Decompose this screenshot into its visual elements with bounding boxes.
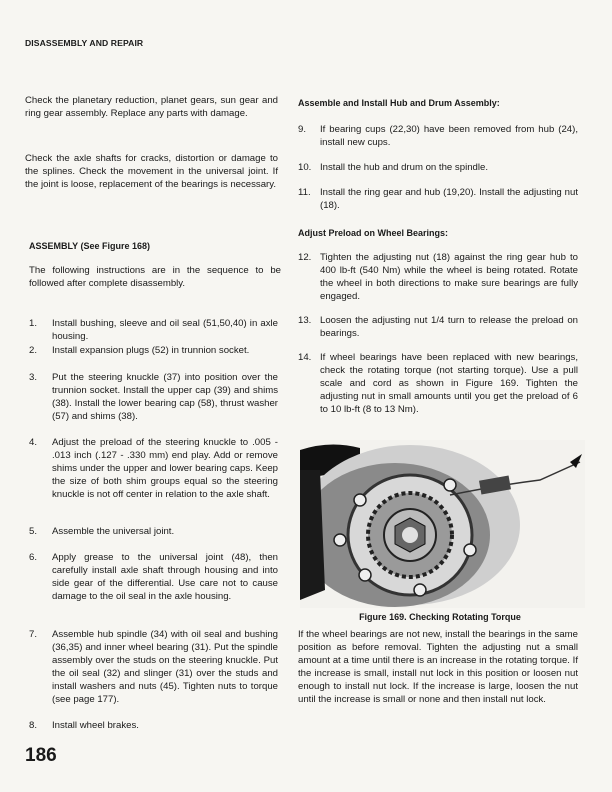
item-number: 1. [29, 318, 38, 329]
preload-heading: Adjust Preload on Wheel Bearings: [298, 228, 449, 238]
list-item [298, 162, 578, 175]
item-number: 14. [298, 352, 312, 363]
page-number: 186 [25, 745, 57, 766]
item-text: Install expansion plugs (52) in trunnion socket. [52, 345, 250, 356]
item-text: Assemble hub spindle (34) with oil seal and bushing (36,35) and inner wheel bearing (31). Put the spindle assembly over the studs on the steering knuckle. Put the oil seal (32) and slinger (31) over the studs and install washers and nuts (45). Tighten nuts to torque (see page 177). [52, 629, 278, 705]
list-item [29, 526, 278, 539]
paragraph-axle-check: Check the axle shafts for cracks, distortion or damage to the splines. Check the movement in the universal joint. If the joint is loose, replacement of the bearings is necessary. [25, 153, 278, 190]
item-text: Install bushing, sleeve and oil seal (51,50,40) in axle housing. [52, 318, 278, 342]
item-text: If bearing cups (22,30) have been removed from hub (24), install new cups. [320, 124, 578, 148]
item-number: 3. [29, 372, 38, 383]
list-item [298, 352, 578, 417]
paragraph-planetary-check: Check the planetary reduction, planet gears, sun gear and ring gear assembly. Replace any parts with damage. [25, 95, 278, 119]
item-text: Install wheel brakes. [52, 720, 139, 731]
list-item [298, 187, 578, 213]
item-number: 6. [29, 552, 38, 563]
figure-caption: Figure 169. Checking Rotating Torque [359, 612, 521, 622]
item-number: 8. [29, 720, 38, 731]
hub-heading: Assemble and Install Hub and Drum Assembly: [298, 98, 500, 108]
item-number: 2. [29, 345, 38, 356]
closing-paragraph: If the wheel bearings are not new, install the bearings in the same position as before removal. Tighten the adjusting nut a small amount at a time until there is an increase in the rotating torque. If the increase is small, install nut lock in this position or loosen nut enough to install nut lock. If the increase is large, loosen the nut until the increase is small or none and then install nut lock. [298, 629, 578, 705]
item-text: Assemble the universal joint. [52, 526, 175, 537]
list-item [298, 252, 578, 304]
section-header: DISASSEMBLY AND REPAIR [25, 38, 144, 48]
item-number: 9. [298, 124, 307, 135]
list-item [298, 315, 578, 341]
item-text: Install the ring gear and hub (19,20). Install the adjusting nut (18). [320, 187, 578, 211]
figure-169-photo [300, 440, 585, 608]
item-text: If wheel bearings have been replaced with new bearings, check the rotating torque (not starting torque). Use a pull scale and cord as shown in Figure 169. Tighten the adjusting nut in small amounts until you get the preload of 6 to 10 lb-ft (8 to 13 Nm). [320, 352, 578, 415]
item-number: 11. [298, 187, 311, 198]
item-number: 10. [298, 162, 312, 173]
item-number: 13. [298, 315, 312, 326]
item-text: Adjust the preload of the steering knuckle to .005 - .013 inch (.127 - .330 mm) end play. Add or remove shims under the upper and lower bearing caps. Keep the size of both shim groups equal so the steering knuckle is not off center in relation to the axle shaft. [52, 437, 278, 500]
item-number: 12. [298, 252, 312, 263]
item-number: 4. [29, 437, 38, 448]
list-item [29, 318, 278, 344]
assembly-intro: The following instructions are in the sequence to be followed after complete disassembly. [29, 265, 281, 289]
list-item [29, 720, 278, 733]
item-text: Put the steering knuckle (37) into position over the trunnion socket. Install the upper cap (39) and shims (38). Install the lower bearing cap (58), thrust washer (57) and shims (38). [52, 372, 278, 422]
list-item [29, 437, 278, 502]
list-item [29, 629, 278, 706]
list-item [29, 552, 278, 604]
assembly-heading: ASSEMBLY (See Figure 168) [29, 241, 151, 251]
list-item [298, 124, 578, 150]
item-text: Tighten the adjusting nut (18) against the ring gear hub to 400 lb-ft (540 Nm) while the wheel is being rotated. Rotate the wheel in both directions to make sure bearings are fully engaged. [320, 252, 578, 302]
item-number: 5. [29, 526, 38, 537]
list-item [29, 345, 278, 358]
item-text: Install the hub and drum on the spindle. [320, 162, 489, 173]
item-text: Apply grease to the universal joint (48), then carefully install axle shaft through housing and into side gear of the differential. Use care not to cause damage to the oil seal in the axle housing. [52, 552, 278, 602]
item-number: 7. [29, 629, 38, 640]
list-item [29, 372, 278, 424]
item-text: Loosen the adjusting nut 1/4 turn to release the preload on bearings. [320, 315, 578, 339]
